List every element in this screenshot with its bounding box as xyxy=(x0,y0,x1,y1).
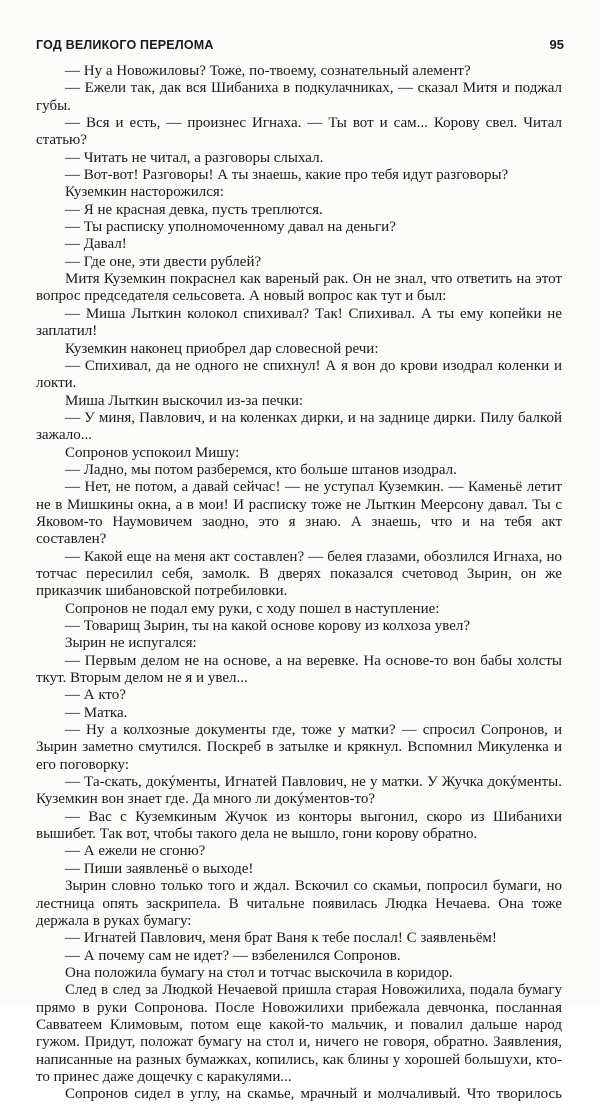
paragraph: — Спихивал, да не одного не спихнул! А я вон до крови изодрал коленки и локти. xyxy=(36,357,562,392)
paragraph: — А кто? xyxy=(65,687,126,704)
body-text xyxy=(36,63,562,1104)
paragraph: — Какой еще на меня акт составлен? — белея глазами, обозлился Игнаха, но тотчас пересилил себя, замолк. В дверях показался счетовод Зырин, он же приказчик шибановской потребиловки. xyxy=(36,548,562,600)
paragraph: Зырин словно только того и ждал. Вскочил со скамьи, попросил бумаги, но лестница опять заскрипела. В читальне появилась Людка Нечаева. Она тоже держала в руках бумагу: xyxy=(36,878,562,929)
paragraph: — Товарищ Зырин, ты на какой основе корову из колхоза увел? xyxy=(65,618,471,634)
paragraph: — У миня, Павлович, и на коленках дирки, и на заднице дирки. Пилу балкой зажало... xyxy=(36,409,562,444)
paragraph: — Первым делом не на основе, а на веревке. На основе-то вон бабы холсты ткут. Вторым делом не я и увел... xyxy=(36,652,562,687)
page-header xyxy=(36,38,564,58)
paragraph: Сопронов не подал ему руки, с ходу пошел в наступление: xyxy=(65,600,440,617)
paragraph: — Давал! xyxy=(65,236,127,253)
paragraph: Миша Лыткин выскочил из-за печки: xyxy=(65,392,304,409)
paragraph: — Ну а Новожиловы? Тоже, по-твоему, сознательный алемент? xyxy=(65,63,471,79)
paragraph: — Ежели так, дак вся Шибаниха в подкулачниках, — сказал Митя и поджал губы. xyxy=(36,80,562,114)
paragraph: — Вся и есть, — произнес Игнаха. — Ты вот и сам... Корову свел. Читал статью? xyxy=(36,115,562,149)
paragraph: Зырин не испугался: xyxy=(65,635,197,652)
paragraph: — Нет, не потом, а давай сейчас! — не уступал Куземкин. — Каменьё летит не в Мишкины окна, а в мои! И расписку тоже не Лыткин Меерсону давал. Ты с Яковом-то Наумовичем заодно, это я знаю. А знаешь, что и на тебя акт составлен? xyxy=(36,479,562,548)
paragraph: — Та-скать, докýменты, Игнатей Павлович, не у матки. У Жучка докýменты. Куземкин вон знает где. Да много ли докýментов-то? xyxy=(36,774,562,808)
paragraph: — Читать не читал, а разговоры слыхал. xyxy=(65,149,324,166)
paragraph: — А почему сам не идет? — взбеленился Сопронов. xyxy=(65,947,401,964)
paragraph: — Матка. xyxy=(65,704,128,721)
paragraph: — Ну а колхозные документы где, тоже у матки? — спросил Сопронов, и Зырин заметно смутился. Поскреб в затылке и крякнул. Вспомнил Микуленка и его поговорку: xyxy=(36,722,562,773)
paragraph: — Вас с Куземкиным Жучок из конторы выгонил, скоро из Шибанихи вышибет. Так вот, чтобы такого дела не вышло, гони корову обратно. xyxy=(36,808,562,843)
paragraph: Сопронов сидел в углу, на скамье, мрачный и молчаливый. Что творилось xyxy=(65,1086,562,1103)
paragraph: След в след за Людкой Нечаевой пришла старая Новожилиха, подала бумагу прямо в руки Сопронова. После Новожилихи прибежала девчонка, посланная Савватеем Климовым, потом еще какой-то мальчик, и повалил дальше народ гужом. Придут, положат бумагу на стол и, ничего не говоря, обратно. Заявления, написанные на разных бумажках, копились, как блины у хорошей большухи, кто-то принес даже дощечку с каракулями... xyxy=(36,982,562,1085)
paragraph: — Миша Лыткин колокол спихивал? Так! Спихивал. А ты ему копейки не заплатил! xyxy=(36,305,562,340)
paragraph: — А ежели не сгоню? xyxy=(65,843,206,860)
paragraph: Сопронов успокоил Мишу: xyxy=(65,444,240,461)
paragraph: — Ты расписку уполномоченному давал на деньги? xyxy=(65,219,396,236)
paragraph: — Я не красная девка, пусть треплются. xyxy=(65,201,323,218)
paragraph: — Ладно, мы потом разберемся, кто больше штанов изодрал. xyxy=(65,461,457,478)
paragraph: Митя Куземкин покраснел как вареный рак. Он не знал, что ответить на этот вопрос председателя сельсовета. А новый вопрос как тут и был: xyxy=(36,271,562,305)
paragraph: — Где оне, эти двести рублей? xyxy=(65,253,262,270)
paragraph: Куземкин наконец приобрел дар словесной речи: xyxy=(65,340,379,357)
paragraph: Она положила бумагу на стол и тотчас выскочила в коридор. xyxy=(65,964,453,981)
paragraph: Куземкин насторожился: xyxy=(65,184,224,201)
running-head: ГОД ВЕЛИКОГО ПЕРЕЛОМА xyxy=(36,38,214,52)
page-number: 95 xyxy=(549,37,564,52)
paragraph: — Игнатей Павлович, меня брат Ваня к тебе послал! С заявленьём! xyxy=(65,930,497,947)
paragraph: — Пиши заявленьё о выходе! xyxy=(65,860,254,877)
paragraph: — Вот-вот! Разговоры! А ты знаешь, какие про тебя идут разговоры? xyxy=(65,167,509,184)
